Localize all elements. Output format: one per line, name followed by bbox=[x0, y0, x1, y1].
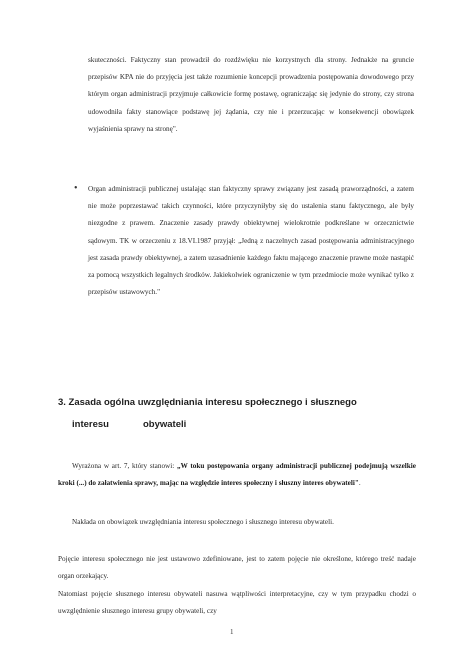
heading-line-2 bbox=[58, 414, 416, 436]
heading-word-obywateli: obywateli bbox=[142, 419, 187, 430]
article-end: . bbox=[358, 479, 361, 488]
paragraph-continuation: skuteczności. Faktyczny stan prowadził do rozdźwięku nie korzystnych dla strony. Jednakże na gruncie przepisów KPA nie do przyjęcia jest także rozumienie koncepcji prowadzenia postępowania dowodowego przy którym organ administracji przyjmuje całkowicie formę postawę, ograniczając się jedynie do strony, czy strona udowodniła fakty stanowiące podstawę jej żądania, czy nie i przerzucając w konsekwencji obowiązek wyjaśnienia sprawy na stronę". bbox=[88, 56, 414, 133]
section-heading bbox=[58, 392, 416, 436]
citizen-interest-paragraph: Natomiast pojęcie słusznego interesu obywateli nasuwa wątpliwości interpretacyjne, czy w tym przypadku chodzi o uwzględnienie słusznego interesu grupy obywateli, czy bbox=[58, 590, 416, 616]
obligation-paragraph: Nakłada on obowiązek uwzględniania interesu społecznego i słusznego interesu obywateli. bbox=[72, 518, 334, 526]
article-quote: „W toku postępowania organy administracji publicznej podejmują wszelkie kroki (...) do załatwienia sprawy, mając na względzie interes społeczny i słuszny interes obywateli" bbox=[58, 462, 416, 488]
bullet-paragraph: Organ administracji publicznej ustalając stan faktyczny sprawy związany jest zasadą praworządności, a zatem nie może poprzestawać takich czynności, które przyczyniłyby się do ustalenia stanu faktycznego, ale były niezgodne z prawem. Znaczenie zasady prawdy obiektywnej wielokrotnie podkreślane w orzecznictwie sądowym. TK w orzeczeniu z 18.VI.1987 przyjął: „Jedną z naczelnych zasad postępowania administracyjnego jest zasada prawdy obiektywnej, a zatem uzasadnienie każdego faktu mającego znaczenie prawne może nastąpić za pomocą wszystkich legalnych środków. Jakiekolwiek ograniczenie w tym przedmiocie może wynikać tylko z przepisów ustawowych." bbox=[88, 185, 414, 297]
page-number: 1 bbox=[230, 628, 234, 636]
heading-word-interesu: interesu bbox=[72, 419, 109, 430]
article-paragraph bbox=[58, 458, 416, 492]
bullet-icon: • bbox=[74, 183, 78, 194]
social-interest-paragraph: Pojęcie interesu społecznego nie jest ustawowo zdefiniowane, jest to zatem pojęcie nie określone, którego treść nadaje organ orzekający. bbox=[58, 555, 416, 581]
heading-line-1: 3. Zasada ogólna uwzględniania interesu społecznego i słusznego bbox=[58, 397, 357, 408]
article-intro: Wyrażona w art. 7, który stanowi: bbox=[72, 462, 177, 470]
